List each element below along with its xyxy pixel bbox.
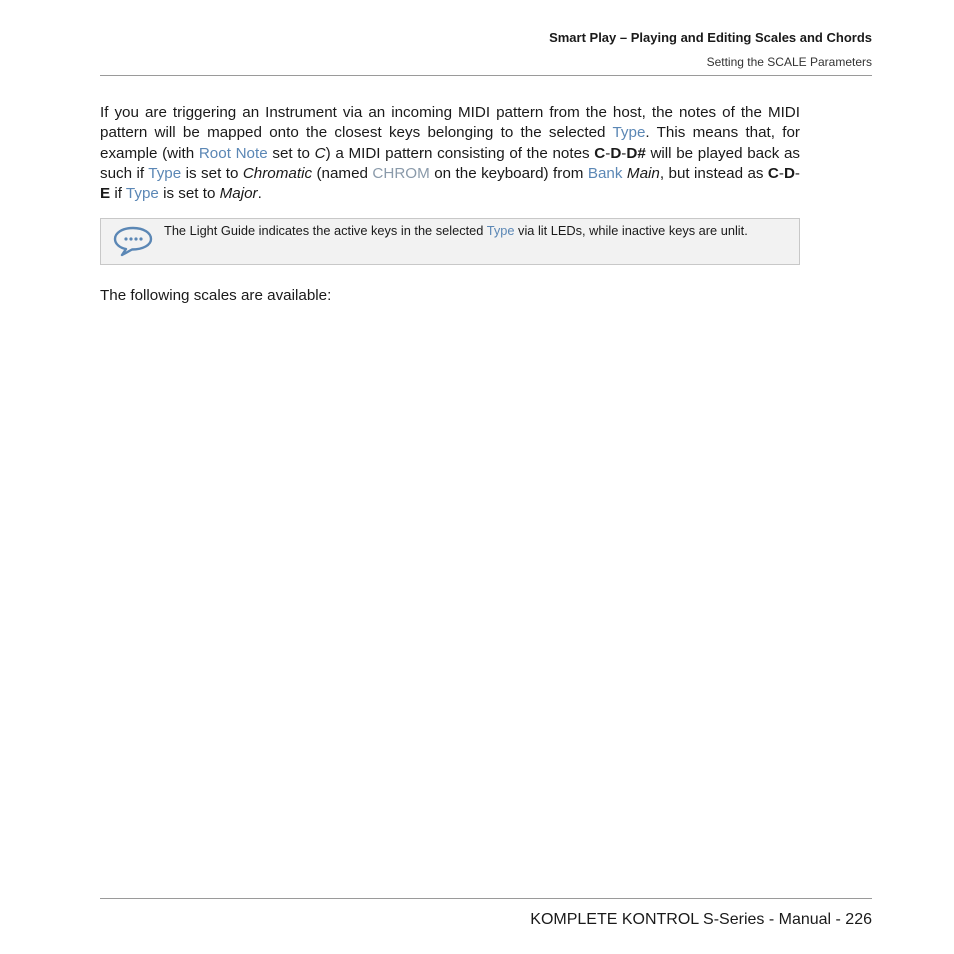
body-paragraph (100, 103, 800, 204)
header-rule (100, 75, 872, 76)
text-run: via lit LEDs, while inactive keys are unlit. (514, 223, 748, 238)
type-link[interactable]: Type (612, 124, 646, 142)
text-run: is set to (158, 185, 220, 203)
running-header-subtitle: Setting the SCALE Parameters (706, 55, 872, 69)
chrom-display-label: CHROM (372, 164, 430, 182)
root-note-link[interactable]: Root Note (198, 144, 268, 162)
text-run: - (794, 164, 800, 182)
bank-link[interactable]: Bank (587, 164, 623, 182)
note-name: C (314, 144, 326, 162)
note-name: C (767, 164, 779, 182)
text-run: - (605, 144, 611, 162)
text-run: . (257, 185, 262, 203)
scale-name: Major (219, 185, 258, 203)
page-footer: KOMPLETE KONTROL S-Series - Manual - 226 (530, 911, 872, 928)
text-run: - (621, 144, 627, 162)
tip-note-text (164, 222, 794, 239)
text-run: If you are triggering an Instrument via an incoming MIDI pattern from the host, the notes of the MIDI pattern will be mapped onto the closest keys belonging to the selected (100, 104, 800, 142)
text-run: if (110, 185, 126, 203)
text-run: . This means that, for example (with (100, 124, 800, 162)
text-run: (named (312, 164, 373, 182)
type-link[interactable]: Type (125, 185, 159, 203)
bank-name: Main (626, 164, 660, 182)
note-name: D (610, 144, 622, 162)
speech-bubble-icon (113, 225, 153, 257)
tip-note-box (100, 218, 800, 265)
note-name: E (100, 185, 111, 203)
text-run: - (778, 164, 784, 182)
text-run: , but instead as (659, 164, 768, 182)
note-name: D# (626, 144, 646, 162)
text-run: set to (267, 144, 315, 162)
text-run: on the keyboard) from (429, 164, 588, 182)
text-run: ) a MIDI pattern consisting of the notes (325, 144, 595, 162)
scale-name: Chromatic (242, 164, 313, 182)
text-run: The Light Guide indicates the active keys in the selected (164, 223, 487, 238)
type-link[interactable]: Type (486, 223, 515, 238)
note-name: D (783, 164, 795, 182)
text-run: is set to (181, 164, 243, 182)
type-link[interactable]: Type (148, 164, 182, 182)
text-run: will be played back as such if (100, 144, 800, 182)
note-name: C (594, 144, 606, 162)
scales-intro: The following scales are available: (100, 287, 332, 304)
running-header-title: Smart Play – Playing and Editing Scales and Chords (549, 30, 872, 45)
footer-rule (100, 898, 872, 899)
